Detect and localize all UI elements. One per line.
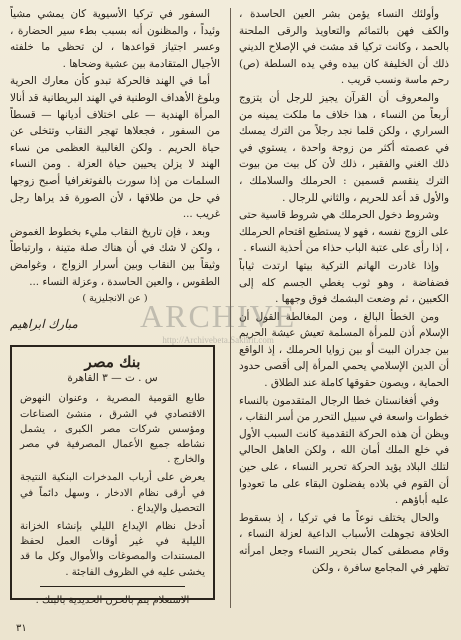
- paragraph: وبعد ، فإن تاريخ النقاب مليء بخطوط الغموض ، ولكن لا شك في أن هناك صلة متينة ، وارتباطاً وثيقاً بين النقاب وبين أسرار الزواج ، وغوامض الطقوس ، والعين الحاسدة ، وعزلة النساء ...: [10, 225, 220, 288]
- watermark-title: ARCHIVE: [140, 298, 297, 334]
- paragraph: وأولئك النساء يؤمن بشر العين الحاسدة ، والكف فهن بالتمائم والتعاويذ والرقى الملحنة بالحمد ، وكانت تركيا قد مشت في الإصلاح الديني ذلك أن الخليفة كان بيده وفي يده السلطة (ص) رحم ماسة ونسب قريب .: [239, 8, 449, 87]
- source-note: ( عن الانجليزية ): [82, 293, 148, 305]
- author-signature: مبارك ابراهيم: [10, 316, 78, 331]
- ad-divider: [40, 586, 185, 587]
- paragraph: ومن الخطأ البالغ ، ومن المغالطة القول أن الإسلام أذن للمرأة المسلمة تعيش عيشة الحريم بين جدران البيت أو بين زوايا الحرملك ، إذ الواقع أن الدين الإسلامي يحمي المرأة إلى أقصى حدود الحماية ، ويصون حقوقها كاملة عند الطلاق .: [239, 310, 449, 390]
- bank-address: س . ت — ٣ القاهرة: [67, 372, 158, 385]
- watermark-url: http://Archivebeta.Sakhrit.com: [162, 335, 274, 345]
- ad-closing: الاستعلام يتم بالحزن الحديدية بالبنك .: [35, 594, 190, 606]
- paragraph: والحال يختلف نوعاً ما في تركيا ، إذ بسقوط الخلافة تجوهلت الأسباب الداعية لعزلة النساء ، وقام مصطفى كمال بتحرير النساء وجعل امرأته تظهر في المجامع سافرة ، ولكن: [239, 511, 449, 574]
- paragraph: أما في الهند فالحركة تبدو كأن معارك الحرية وبلوغ الأهداف الوطنية في الهند البريطانية قد أنالا المرأة الهندية — على اختلاف أديانها — قسطاً من السفور ، فجعلاها تهجر النقاب وتتخلى عن حياة الحريم . ولكن الغالبية العظمى من نساء الهند لا يزلن يحيين حياة العزلة . ومن النساء السلمات من إذا سورت بالفوتغرافيا أصبح زوجها في حل من طلاقها ، لأن الصورة قد يراها رجل غريب ...: [10, 75, 220, 221]
- bank-advertisement: [10, 345, 215, 606]
- archive-watermark: [140, 298, 296, 345]
- bank-name: بنك مصر: [84, 353, 141, 371]
- ad-paragraph: أدخل نظام الإيداع الليلي بإنشاء الخزانة الليلية في غير أوقات العمل لحفظ المستندات والمصوغات والأموال وكل ما قد يخشى عليه في الظروف الفاجئة .: [20, 521, 205, 578]
- ad-paragraph: يعرض على أرباب المدخرات البنكية النتيجة في أرقى نظام الادخار ، وسهل دائماً في التحصيل والإيداع .: [20, 472, 205, 514]
- paragraph: وفي أفغانستان خطا الرجال المتقدمون بالنساء خطوات واسعة في سبيل التحرر من أسر النقاب ، ويظن أن هذه الحركة التقدمية كانت السبب الأول في خلع الملك أمان الله ، ولكن العاهل الحالي لتلك البلاد يؤيد الحركة تحرير النساء ، على حين أن القوم في بلاده يفضلون البقاء على ما تعودوا عليه أباؤهم .: [239, 394, 449, 507]
- article-column-left: [10, 6, 220, 338]
- paragraph: السفور في تركيا الأسيوية كان يمشي مشياً وئيداً ، والمظنون أنه بسبب بطء سير الحضارة ، وعسر اجتياز قواعدها ، لن تحظى ما خلفته الأجيال المتقادمة بين عشية وضحاها .: [10, 8, 220, 70]
- page-number: ٣١: [16, 623, 27, 634]
- paragraph: والمعروف أن القرآن يجيز للرجل أن يتزوج أربعاً من النساء ، هذا خلاف ما ملكت يمينه من السراري ، ولكن قلما نجد رجلاً من الترك يمسك في عصمته أكثر من زوجة واحدة ، يستوي في ذلك الغني والفقير ، ذلك لأن كل بيت من بيوت الترك ينقسم قسمين : الحرملك والسلاملك ، والأول قد أعد للحريم ، والثاني للرجال .: [239, 91, 449, 204]
- paragraph: وإذا غادرت الهانم التركية بيتها ارتدت ثياباً فضفاضة ، وهو ثوب يغطي الجسم كله إلى الكعبين ، ثم وضعت البشمك فوق وجهها .: [239, 259, 449, 306]
- article-column-right: [239, 6, 449, 577]
- ad-paragraph: طابع القومية المصرية ، وعنوان النهوض الاقتصادي في الشرق ، منشئ الصناعات ومؤسس شركات مصر الكبرى ، يشمل نشاطه جميع الأعمال المصرفية في مصر والخارج .: [20, 393, 205, 466]
- paragraph: وشروط دخول الحرملك هي شروط قاسية حتى على الزوج نفسه ، فهو لا يستطيع اقتحام الحرملك ، إذا رأى على عتبة الباب حذاء من أحذية النساء .: [239, 209, 449, 255]
